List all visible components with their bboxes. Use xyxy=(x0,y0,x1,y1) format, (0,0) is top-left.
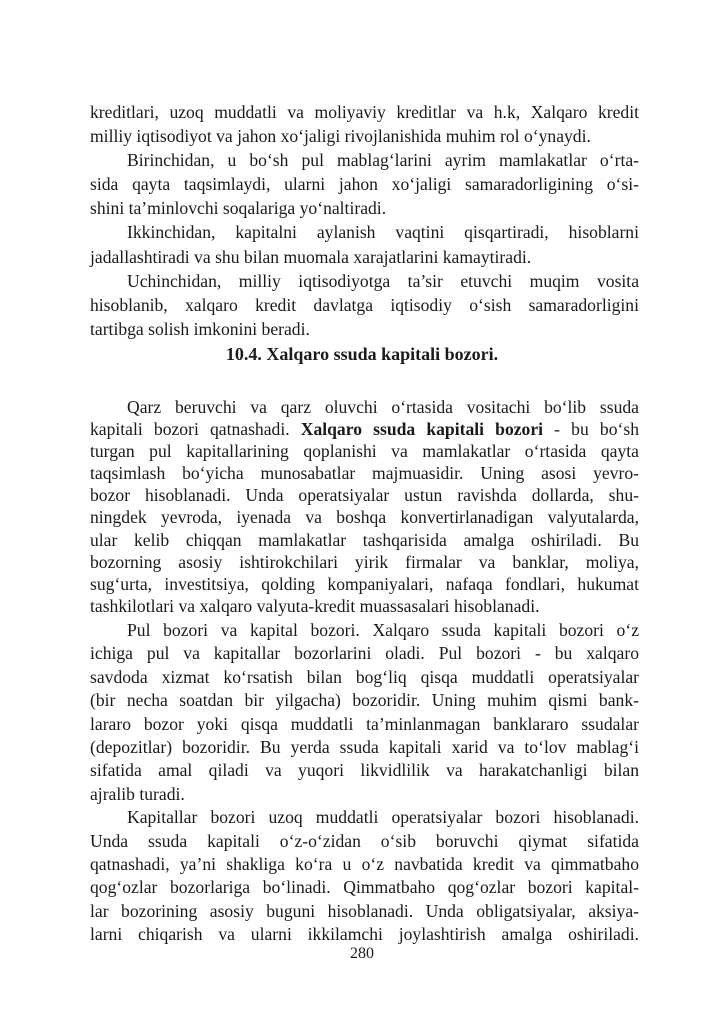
text-line: tashkilotlari va xalqaro valyuta-kredit muassasalari hisoblanadi. xyxy=(90,595,540,616)
text-line: lararo bozor yoki qisqa muddatli ta’minlanmagan banklararo ssudalar xyxy=(90,713,639,734)
text-segment: kapitali bozori qatnashadi. xyxy=(90,419,301,440)
text-line: ichiga pul va kapitallar bozorlarini oladi. Pul bozori - bu xalqaro xyxy=(90,643,639,664)
text-line: shini ta’minlovchi soqalariga yo‘naltiradi. xyxy=(90,198,387,219)
paragraph xyxy=(90,220,639,268)
text-line: milliy iqtisodiyot va jahon xo‘jaligi rivojlanishida muhim rol o‘ynaydi. xyxy=(90,126,591,147)
text-line: hisoblanib, xalqaro kredit davlatga iqtisodiy o‘sish samaradorligini xyxy=(90,294,639,315)
text-line: qog‘ozlar bozorlariga bo‘linadi. Qimmatbaho qog‘ozlar bozori kapital- xyxy=(90,877,639,898)
text-line: bozor hisoblanadi. Unda operatsiyalar ustun ravishda dollarda, shu- xyxy=(90,485,639,506)
text-block-definition xyxy=(90,396,639,617)
text-line: Uchinchidan, milliy iqtisodiyotga ta’sir etuvchi muqim vosita xyxy=(127,270,639,291)
text-line: sida qayta taqsimlaydi, ularni jahon xo‘jaligi samaradorligining o‘si- xyxy=(90,174,639,195)
text-line: lar bozorining asosiy buguni hisoblanadi. Unda obligatsiyalar, aksiya- xyxy=(90,900,639,921)
bold-term: Xalqaro ssuda kapitali bozori xyxy=(300,419,544,440)
text-line: taqsimlash bo‘yicha munosabatlar majmuasidir. Uning asosi yevro- xyxy=(90,463,639,484)
paragraph xyxy=(90,396,639,617)
paragraph xyxy=(90,148,639,220)
text-line: ningdek yevroda, iyenada va boshqa konvertirlanadigan valyutalarda, xyxy=(90,507,639,528)
text-line: (depozitlar) bozoridir. Bu yerda ssuda kapitali xarid va to‘lov mablag‘i xyxy=(90,737,639,758)
paragraph xyxy=(90,100,639,148)
text-line: ajralib turadi. xyxy=(90,783,185,804)
text-line: tartibga solish imkonini beradi. xyxy=(90,318,310,339)
text-segment: - bu bo‘sh xyxy=(543,419,639,440)
section-heading: 10.4. Xalqaro ssuda kapitali bozori. xyxy=(225,344,499,364)
page-number: 280 xyxy=(350,945,374,962)
paragraph xyxy=(90,806,639,946)
text-line: sifatida amal qiladi va yuqori likvidlilik va harakatchanligi bilan xyxy=(90,760,639,781)
text-line: Pul bozori va kapital bozori. Xalqaro ssuda kapitali bozori o‘z xyxy=(127,620,639,640)
text-line: kreditlari, uzoq muddatli va moliyaviy kreditlar va h.k, Xalqaro kredit xyxy=(90,102,639,122)
text-line: larni chiqarish va ularni ikkilamchi joylashtirish amalga oshiriladi. xyxy=(90,924,639,945)
text-line: savdoda xizmat ko‘rsatish bilan bog‘liq qisqa muddatli operatsiyalar xyxy=(90,666,639,687)
text-line: (bir necha soatdan bir yilgacha) bozoridir. Uning muhim qismi bank- xyxy=(90,690,639,711)
text-line: turgan pul kapitallarining qoplanishi va mamlakatlar o‘rtasida qayta xyxy=(90,441,639,462)
text-line: jadallashtiradi va shu bilan muomala xarajatlarini kamaytiradi. xyxy=(90,246,532,267)
text-line: Unda ssuda kapitali o‘z-o‘zidan o‘sib boruvchi qiymat sifatida xyxy=(90,830,639,851)
paragraph xyxy=(90,269,639,341)
text-line: Qarz beruvchi va qarz oluvchi o‘rtasida vositachi bo‘lib ssuda xyxy=(127,397,639,417)
text-line: bozorning asosiy ishtirokchilari yirik firmalar va banklar, moliya, xyxy=(90,551,639,572)
text-line: Ikkinchidan, kapitalni aylanish vaqtini qisqartiradi, hisoblarni xyxy=(127,222,639,243)
text-line xyxy=(90,418,639,440)
text-block-markets xyxy=(90,619,639,947)
paragraph xyxy=(90,619,639,806)
text-line: Kapitallar bozori uzoq muddatli operatsiyalar bozori hisoblanadi. xyxy=(127,807,639,828)
text-line: sug‘urta, investitsiya, qolding kompaniyalari, nafaqa fondlari, hukumat xyxy=(90,573,639,594)
text-block-intro xyxy=(90,100,639,341)
text-line: ular kelib chiqqan mamlakatlar tashqarisida amalga oshiriladi. Bu xyxy=(90,529,639,550)
text-line: Birinchidan, u bo‘sh pul mablag‘larini ayrim mamlakatlar o‘rta- xyxy=(127,150,639,171)
text-line: qatnashadi, ya’ni shakliga ko‘ra u o‘z navbatida kredit va qimmatbaho xyxy=(90,854,639,875)
